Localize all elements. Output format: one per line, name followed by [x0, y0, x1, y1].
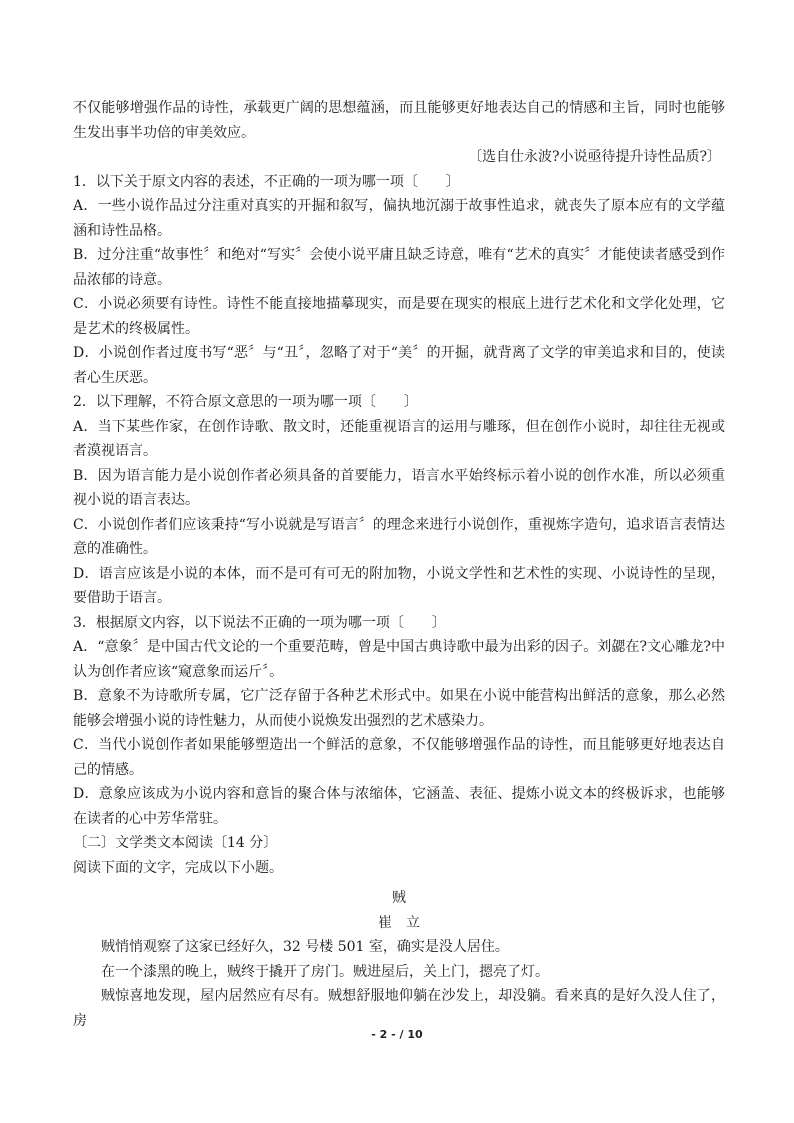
question-1-option-b: B．过分注重“故事性〞和绝对“写实〞会使小说平庸且缺乏诗意，唯有“艺术的真实〞才能使读者感受到作品浓郁的诗意。 — [73, 247, 725, 288]
question-1-option-d: D．小说创作者过度书写“恶〞与“丑〞，忽略了对于“美〞的开掘，就背离了文学的审美追求和目的，使读者心生厌恶。 — [73, 345, 725, 386]
page-number: - 2 - / 10 — [371, 1028, 423, 1041]
question-1-option-c: C．小说必须要有诗性。诗性不能直接地描摹现实，而是要在现实的根底上进行艺术化和文学化处理，它是艺术的终极属性。 — [73, 296, 725, 337]
question-2-stem: 2．以下理解，不符合原文意思的一项为哪一项〔 〕 — [73, 394, 418, 410]
page-content — [73, 96, 725, 1033]
story-paragraph: 贼惊喜地发现，屋内居然应有尽有。贼想舒服地仰躺在沙发上，却没躺。看来真的是好久没人住了，房 — [73, 988, 725, 1029]
question-3-option-b: B．意象不为诗歌所专属，它广泛存留于各种艺术形式中。如果在小说中能营构出鲜活的意象，那么必然能够会增强小说的诗性魅力，从而使小说焕发出强烈的艺术感染力。 — [73, 688, 725, 729]
question-2-option-c: C．小说创作者们应该秉持“写小说就是写语言〞的理念来进行小说创作，重视炼字造句，追求语言表情达意的准确性。 — [73, 516, 725, 557]
question-2-option-d: D．语言应该是小说的本体，而不是可有可无的附加物，小说文学性和艺术性的实现、小说诗性的呈现，要借助于语言。 — [73, 565, 725, 606]
story-paragraph: 在一个漆黑的晚上，贼终于撬开了房门。贼进屋后，关上门，摁亮了灯。 — [101, 963, 549, 980]
story-title: 贼 — [392, 890, 406, 906]
passage-ending: 不仅能够增强作品的诗性，承载更广阔的思想蕴涵，而且能够更好地表达自己的情感和主旨，同时也能够生发出事半功倍的审美效应。 — [73, 100, 725, 141]
question-3-option-c: C．当代小说创作者如果能够塑造出一个鲜活的意象，不仅能够增强作品的诗性，而且能够更好地表达自己的情感。 — [73, 737, 725, 778]
question-3-option-d: D．意象应该成为小说内容和意旨的聚合体与浓缩体，它涵盖、表征、提炼小说文本的终极诉求，也能够在读者的心中芳华常驻。 — [73, 786, 725, 827]
question-1-stem: 1．以下关于原文内容的表述，不正确的一项为哪一项〔 〕 — [73, 173, 460, 190]
reading-instruction: 阅读下面的文字，完成以下小题。 — [73, 859, 283, 876]
question-1-option-a: A．一些小说作品过分注重对真实的开掘和叙写，偏执地沉溺于故事性追求，就丧失了原本应有的文学蕴涵和诗性品格。 — [73, 198, 725, 239]
question-2-option-a: A．当下某些作家，在创作诗歌、散文时，还能重视语言的运用与雕琢，但在创作小说时，却往往无视或者漠视语言。 — [73, 418, 725, 459]
question-3-stem: 3．根据原文内容，以下说法不正确的一项为哪一项〔 〕 — [73, 614, 446, 631]
section-heading: 〔二〕文学类文本阅读〔14 分〕 — [73, 835, 278, 851]
story-paragraph: 贼悄悄观察了这家已经好久，32 号楼 501 室，确实是没人居住。 — [101, 939, 509, 955]
story-author: 崔 立 — [378, 914, 420, 931]
question-3-option-a: A．“意象〞是中国古代文论的一个重要范畴，曾是中国古典诗歌中最为出彩的因子。刘勰在?文心雕龙?中认为创作者应该“窥意象而运斤〞。 — [73, 639, 725, 680]
question-2-option-b: B．因为语言能力是小说创作者必须具备的首要能力，语言水平始终标示着小说的创作水准，所以必须重视小说的语言表达。 — [73, 467, 725, 508]
passage-source: 〔选自仕永波?小说亟待提升诗性品质?〕 — [467, 149, 721, 165]
